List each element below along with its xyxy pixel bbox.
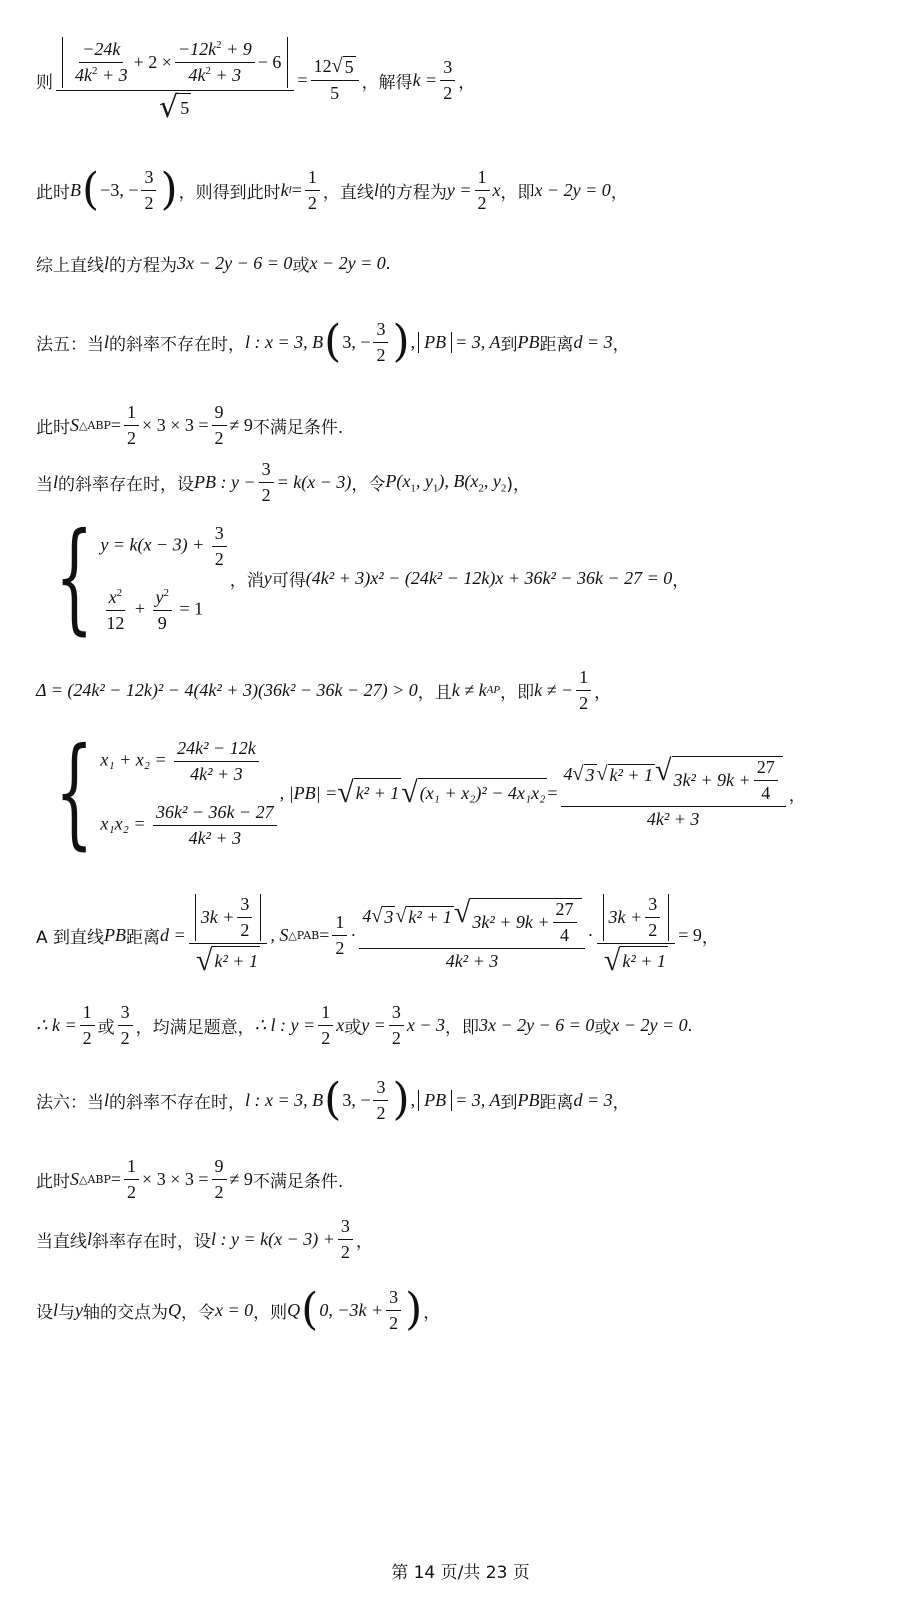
line-12: 法六：当 l 的斜率不存在时， l : x = 3, B ( 3, − $\frac{3}{2}$ ) , PB = 3, A 到 PB 距离 d = 3 ， <box>36 1074 630 1125</box>
line-7: { y = k(x − 3) + $\frac{3}{2}$ $\frac{x^2}{12}$ + $\frac{y^2}{9}$ = 1 ，消 y 可得 (4k² + 3)x² − (24k² − 12k)x + 36k² − 36k − 27 = 0 ， <box>55 508 690 647</box>
line-9: { x₁ + x₂ = $\frac{\text{24k² − 12k}}{\text{4k² + 3}}$ x₁x₂ = $\frac{\text{36k² − 36k − 27}}{\text{4k² + 3}}$ , |PB| = √ k² + 1 √ (x₁ + x₂)² − 4x₁x₂ = 4 √ 3 √ k² + 1 √ 3k² + 9k + $\frac{27}{4}$ 4k² + 3 ， <box>55 723 806 862</box>
line-13: 此时 S △ABP = $\frac{1}{2}$ × 3 × 3 = $\frac{9}{2}$ ≠ 9 不满足条件. <box>36 1156 344 1202</box>
line-8: Δ = (24k² − 12k)² − 4(4k² + 3)(36k² − 36k − 27) > 0 ，且 k ≠ k AP ，即 k ≠ − $\frac{1}{2}$ ， <box>36 666 612 713</box>
page-footer: 第 14 页/共 23 页 <box>391 1563 530 1583</box>
line-15: 设 l 与 y 轴的交点为 Q ，令 x = 0 ，则 Q ( 0, −3k + $\frac{3}{2}$ ) ， <box>36 1284 441 1335</box>
line-5: 此时 S △ABP = $\frac{1}{2}$ × 3 × 3 = $\frac{9}{2}$ ≠ 9 不满足条件. <box>36 402 344 448</box>
line-4: 法五：当 l 的斜率不存在时， l : x = 3, B ( 3, − $\frac{3}{2}$ ) , PB = 3, A 到 PB 距离 d = 3 ， <box>36 316 630 367</box>
distance-fraction: $\frac{-24k}{4k^2 + 3}$ + 2 × $\frac{-12k^2 + 9}{4k^2 + 3}$ − 6 √ 5 <box>56 37 294 123</box>
line-11: ∴ k = $\frac{1}{2}$ 或 $\frac{3}{2}$ ，均满足题意， ∴ l : y = $\frac{1}{2}$ x 或 y = $\frac{3}{2}$ x − 3 ，即 3x − 2y − 6 = 0 或 x − 2y = 0 . <box>36 1001 693 1048</box>
line-6: 当 l 的斜率存在时，设 PB : y − $\frac{3}{2}$ = k(x − 3) ，令 $P(x_1$, $y_1$), $B(x_2$, $y_2$ )， <box>36 459 531 505</box>
line-10: A 到直线 PB 距离 d = 3k + $\frac{3}{2}$ √ k² + 1 , S △PAB = $\frac{1}{2}$ · 4 √ 3 √ k² + 1 √ 3k² + 9k + $\frac{27}{4}$ 4k² + 3 · 3k + $\frac{3}{2}$ √ k² + 1 = 9 ， <box>36 894 719 977</box>
line-3: 综上直线 l 的方程为 3x − 2y − 6 = 0 或 x − 2y = 0 . <box>36 252 391 276</box>
line-1: 则 $\frac{-24k}{4k^2 + 3}$ + 2 × $\frac{-12k^2 + 9}{4k^2 + 3}$ − 6 √ 5 = 12 √ 5 5 ，解得 k = $\frac{3}{2}$ ， <box>36 39 476 125</box>
line-14: 当直线 l 斜率存在时，设 l : y = k(x − 3) + $\frac{3}{2}$ ， <box>36 1216 373 1262</box>
line-2: 此时 B ( −3, − $\frac{3}{2}$ ) ，则得到此时 k l = $\frac{1}{2}$ ，直线 l 的方程为 y = $\frac{1}{2}$ x ，即 x − 2y = 0 ， <box>36 164 628 215</box>
